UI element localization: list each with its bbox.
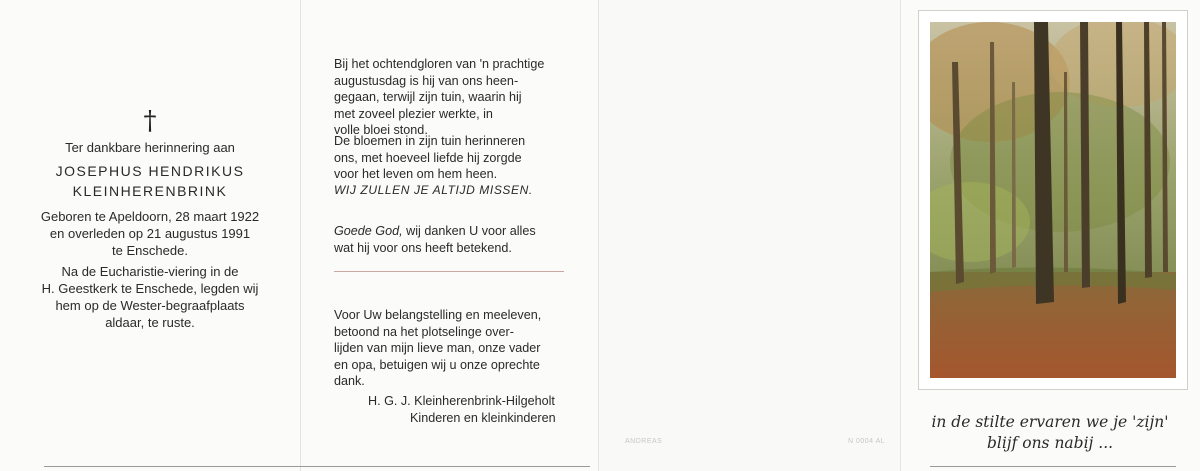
text-line: met zoveel plezier werkte, in — [334, 106, 493, 121]
cross-icon: † — [143, 106, 157, 136]
prayer — [334, 223, 570, 256]
thanks-paragraph — [334, 307, 570, 390]
text-line: gegaan, terwijl zijn tuin, waarin hij — [334, 90, 522, 104]
fold-line — [300, 0, 301, 471]
service-line: H. Geestkerk te Enschede, legden wij — [41, 281, 259, 296]
birth-line: Geboren te Apeldoorn, 28 maart 1922 — [40, 209, 260, 224]
signature-line: H. G. J. Kleinherenbrink-Hilgeholt — [368, 394, 555, 408]
deceased-name-line1: JOSEPHUS HENDRIKUS — [55, 163, 245, 179]
text-line: ons, met hoeveel liefde hij zorgde — [334, 150, 522, 165]
verse-line1: in de stilte ervaren we je 'zijn' — [931, 413, 1169, 431]
intro-text: Ter dankbare herinnering aan — [65, 140, 235, 155]
fold-line — [598, 0, 599, 471]
service-line: hem op de Wester-begraafplaats — [55, 298, 245, 313]
prayer-line: wat hij voor ons heeft betekend. — [334, 240, 512, 255]
prayer-italic: Goede God, — [334, 224, 403, 238]
text-line: Voor Uw belangstelling en meeleven, — [334, 308, 542, 322]
prayer-line — [334, 223, 570, 240]
text-line: volle bloei stond. — [334, 123, 428, 137]
divider — [334, 271, 564, 272]
text-line: augustusdag is hij van ons heen- — [334, 73, 519, 88]
text-line: lijden van mijn lieve man, onze vader — [334, 341, 541, 355]
prayer-rest: wij danken U voor alles — [402, 224, 536, 238]
death-line: en overleden op 21 augustus 1991 — [49, 226, 251, 241]
printer-code: N 0004 AL — [848, 438, 886, 445]
paragraph-morning — [334, 56, 570, 139]
text-line: dank. — [334, 374, 365, 388]
text-line: voor het leven om hem heen. — [334, 167, 498, 181]
verse-line2: blijf ons nabij ... — [986, 434, 1114, 452]
blank-panel — [598, 0, 900, 471]
bottom-edge-line — [930, 466, 1176, 467]
text-line: Bij het ochtendgloren van 'n prachtige — [334, 57, 545, 71]
service-line: Na de Eucharistie-viering in de — [61, 264, 239, 279]
forest-photo — [930, 22, 1176, 378]
bottom-edge-line — [44, 466, 590, 467]
service-line: aldaar, te ruste. — [105, 315, 195, 330]
deceased-name-line2: KLEINHERENBRINK — [72, 183, 228, 199]
death-place: te Enschede. — [112, 243, 188, 258]
text-line: De bloemen in zijn tuin herinneren — [334, 134, 526, 148]
text-line: betoond na het plotselinge over- — [334, 324, 514, 339]
signature-line: Kinderen en kleinkinderen — [410, 410, 556, 425]
signature — [368, 393, 578, 426]
printer-mark: ANDREAS — [625, 438, 663, 445]
paragraph-flowers — [334, 133, 570, 183]
text-line: en opa, betuigen wij u onze oprechte — [334, 357, 540, 372]
fold-line — [900, 0, 901, 471]
miss-line: WIJ ZULLEN JE ALTIJD MISSEN. — [334, 183, 533, 197]
